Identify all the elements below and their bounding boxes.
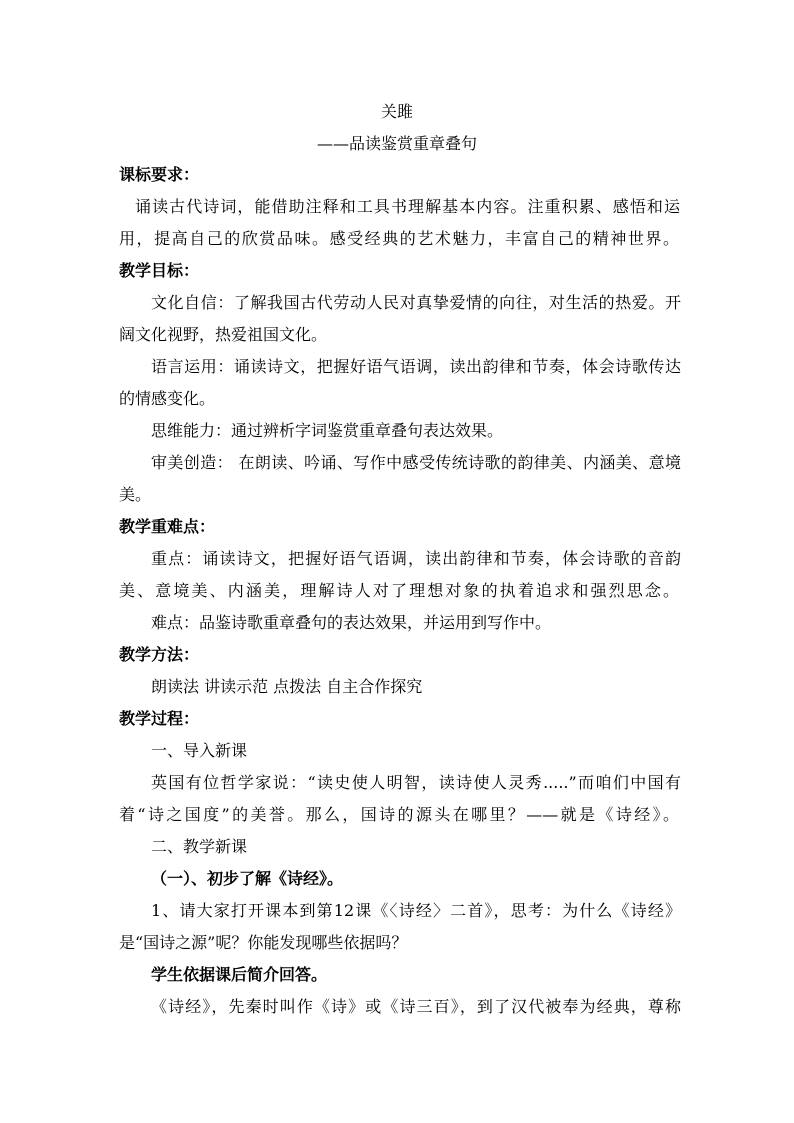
heading-process: 教学过程： (119, 709, 200, 728)
paragraph-line: 英国有位哲学家说：“读史使人明智，读诗使人灵秀.....”而咱们中国有 (151, 773, 681, 792)
paragraph-line: （一）、初步了解《诗经》。 (151, 869, 344, 888)
paragraph-line: 美、意境美、内涵美，理解诗人对了理想对象的执着追求和强烈思念。 (119, 581, 679, 600)
paragraph-line: 一、导入新课 (151, 741, 248, 760)
paragraph-line: 二、教学新课 (151, 837, 248, 856)
heading-standard: 课标要求： (119, 165, 200, 184)
paragraph-line: 1、请大家打开课本到第12课《〈诗经〉二首》，思考：为什么《诗经》 (151, 901, 681, 920)
page-subtitle: ——品读鉴赏重章叠句 (316, 134, 477, 153)
paragraph-line: 学生依据课后简介回答。 (151, 965, 328, 984)
paragraph-line: 文化自信：了解我国古代劳动人民对真挚爱情的向往，对生活的热爱。开 (151, 293, 681, 312)
paragraph-line: 重点：诵读诗文，把握好语气语调，读出韵律和节奏，体会诗歌的音韵 (151, 549, 681, 568)
paragraph-line: 诵读古代诗词，能借助注释和工具书理解基本内容。注重积累、感悟和运 (135, 197, 680, 216)
paragraph-line: 审美创造： 在朗读、吟诵、写作中感受传统诗歌的韵律美、内涵美、意境 (151, 453, 681, 472)
paragraph-line: 的情感变化。 (119, 389, 216, 408)
heading-methods: 教学方法： (119, 645, 200, 664)
paragraph-line: 美。 (119, 485, 152, 504)
paragraph-line: 阔文化视野，热爱祖国文化。 (119, 325, 328, 344)
paragraph-line: 是“国诗之源”呢？你能发现哪些依据吗？ (119, 933, 408, 952)
paragraph-line: 用，提高自己的欣赏品味。感受经典的艺术魅力，丰富自己的精神世界。 (119, 229, 679, 248)
paragraph-line: 思维能力：通过辨析字词鉴赏重章叠句表达效果。 (151, 421, 504, 440)
paragraph-line: 语言运用：诵读诗文，把握好语气语调，读出韵律和节奏，体会诗歌传达 (151, 357, 681, 376)
paragraph-line: 难点：品鉴诗歌重章叠句的表达效果，并运用到写作中。 (151, 613, 552, 632)
paragraph-line: 朗读法 讲读示范 点拨法 自主合作探究 (151, 677, 423, 696)
heading-key-points: 教学重难点： (119, 517, 216, 536)
page-title: 关雎 (380, 102, 413, 121)
paragraph-line: 着“诗之国度”的美誉。那么，国诗的源头在哪里？——就是《诗经》。 (119, 805, 679, 824)
paragraph-line: 《诗经》，先秦时叫作《诗》或《诗三百》，到了汉代被奉为经典，尊称 (151, 997, 681, 1016)
heading-goals: 教学目标： (119, 261, 200, 280)
